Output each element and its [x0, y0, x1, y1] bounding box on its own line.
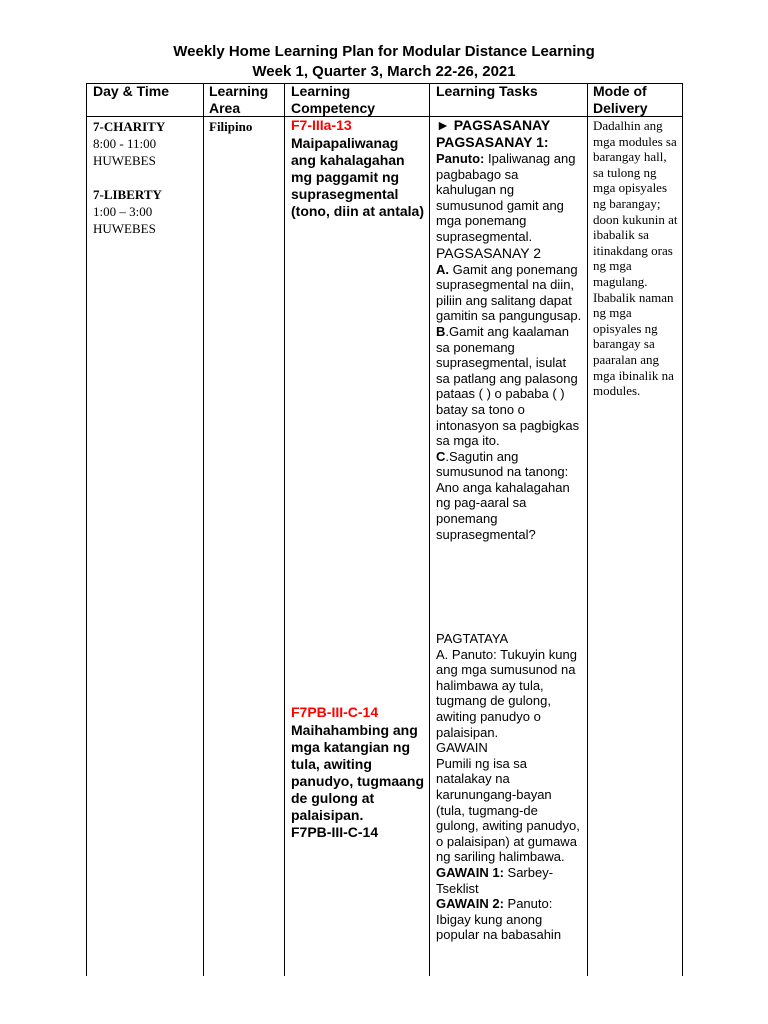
- competency-block-2: [291, 703, 425, 841]
- competency-code-2: F7PB-III-C-14: [291, 704, 379, 720]
- section-liberty: 7-LIBERTY: [93, 187, 162, 202]
- title-line-1: Weekly Home Learning Plan for Modular Distance Learning: [173, 43, 595, 60]
- learning-area-value: Filipino: [209, 119, 253, 134]
- task-item-b: B.Gamit ang kaalaman sa ponemang suprasegmental, isulat sa patlang ang palasong pataas ( ) o pababa ( ) batay sa tono o intonasyon sa pagbigkas sa mga ito.: [436, 323, 580, 449]
- header-mode-line2: Delivery: [593, 100, 648, 116]
- gawain-1: GAWAIN 1: Sarbey-Tseklist: [436, 864, 554, 896]
- learning-tasks-block-2: [436, 631, 582, 943]
- title-line-2: Week 1, Quarter 3, March 22-26, 2021: [252, 63, 516, 80]
- header-learning-area-line1: Learning: [209, 83, 269, 99]
- panuto-label: Panuto:: [436, 151, 485, 166]
- competency-text-2: Maihahambing ang mga katangian ng tula, awiting panudyo, tugmaang de gulong at palaisipan.: [291, 722, 424, 823]
- gawain-text: Pumili ng isa sa natalakay na karunungang-bayan (tula, tugmang-de gulong, awiting panudyo, o palaisipan) at gumawa ng sariling halimbawa.: [436, 755, 580, 865]
- header-mode-of-delivery: [593, 83, 679, 117]
- table-border-right: [682, 83, 683, 976]
- gawain-2: GAWAIN 2: Panuto: Ibigay kung anong popular na babasahin: [436, 896, 562, 943]
- header-competency-line1: Learning: [291, 83, 351, 99]
- learning-tasks-block-1: [436, 117, 582, 542]
- day-time-cell: [93, 118, 199, 237]
- section-charity: 7-CHARITY: [93, 119, 166, 134]
- column-divider: [284, 83, 285, 976]
- header-learning-area-line2: Area: [209, 100, 241, 116]
- table-border-left: [86, 83, 87, 976]
- column-divider: [587, 83, 588, 976]
- header-day-time: Day & Time: [93, 83, 169, 99]
- panuto-text: Ipaliwanag ang pagbabago sa kahulugan ng sumusunod gamit ang mga ponemang suprasegmental.: [436, 151, 576, 244]
- pagtataya-text: A. Panuto: Tukuyin kung ang mga sumusunod na halimbawa ay tula, tugmang de gulong, awiting panudyo o palaisipan.: [436, 646, 577, 740]
- competency-block-1: [291, 116, 425, 220]
- header-competency-line2: Competency: [291, 100, 376, 116]
- competency-code-2-repeat: F7PB-III-C-14: [291, 824, 379, 840]
- competency-text-1: Maipapaliwanag ang kahalagahan mg paggamit ng suprasegmental (tono, diin at antala): [291, 135, 424, 219]
- column-divider: [429, 83, 430, 976]
- time-liberty: 1:00 – 3:00: [93, 204, 153, 219]
- day-liberty: HUWEBES: [93, 221, 156, 236]
- header-learning-tasks: Learning Tasks: [436, 83, 538, 99]
- task-item-c: C.Sagutin ang sumusunod na tanong: Ano anga kahalagahan ng pag-aaral sa ponemang suprasegmental?: [436, 448, 570, 542]
- task-item-a: A. Gamit ang ponemang suprasegmental na diin, piliin ang salitang dapat gamitin sa pangungusap.: [436, 261, 582, 324]
- header-competency: [291, 83, 425, 117]
- competency-code-1: F7-IIIa-13: [291, 117, 352, 133]
- header-learning-area: [209, 83, 281, 117]
- gawain-heading: GAWAIN: [436, 740, 488, 756]
- pagtataya-heading: PAGTATAYA: [436, 631, 509, 646]
- tasks-panuto: [436, 151, 582, 245]
- day-charity: HUWEBES: [93, 153, 156, 168]
- time-charity: 8:00 - 11:00: [93, 136, 157, 151]
- mode-of-delivery-text: Dadalhin ang mga modules sa barangay hall, sa tulong ng mga opisyales ng barangay; doon kukunin at ibabalik sa itinakdang oras ng mga magulang. Ibabalik naman ng mga opisyales ng barangay sa paaralan ang mga ibinalik na modules.: [593, 118, 678, 399]
- column-divider: [203, 83, 204, 976]
- tasks-heading-pagsasanay-2: PAGSASANAY 2: [436, 244, 542, 261]
- tasks-heading-pagsasanay: ► PAGSASANAY PAGSASANAY 1:: [436, 117, 550, 150]
- header-mode-line1: Mode of: [593, 83, 647, 99]
